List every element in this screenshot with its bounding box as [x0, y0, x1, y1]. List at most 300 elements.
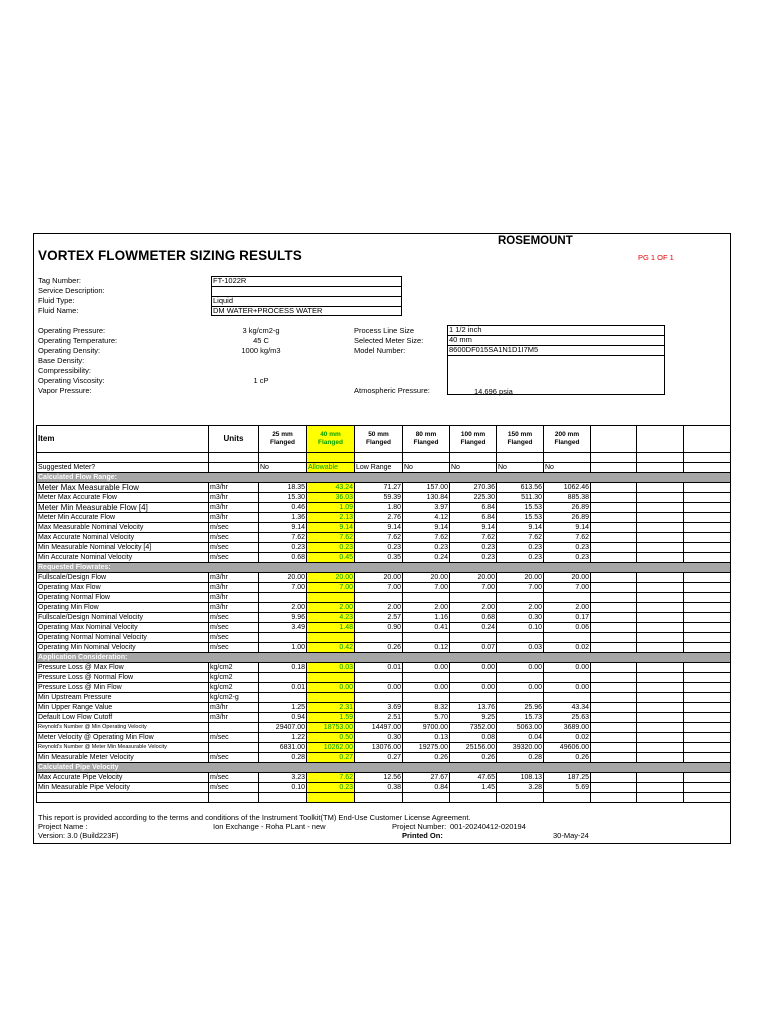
row-value: 13.76	[450, 703, 497, 713]
section-header-row	[37, 653, 731, 663]
vapor-pressure-label: Vapor Pressure:	[38, 386, 92, 395]
empty-cell	[591, 493, 637, 503]
row-value: 25.63	[544, 713, 591, 723]
row-value: 3.28	[497, 783, 544, 793]
row-value: 9.96	[259, 613, 307, 623]
row-value: 25156.00	[450, 743, 497, 753]
row-unit: m/sec	[209, 623, 259, 633]
empty-cell	[591, 783, 637, 793]
row-item-label: Fullscale/Design Nominal Velocity	[37, 613, 209, 623]
row-value: 14497.00	[355, 723, 403, 733]
table-row	[37, 703, 731, 713]
empty-cell	[684, 583, 731, 593]
row-value	[259, 593, 307, 603]
operating-viscosity-label: Operating Viscosity:	[38, 376, 105, 385]
empty-cell	[684, 573, 731, 583]
table-row	[37, 753, 731, 763]
row-value: 15.73	[497, 713, 544, 723]
table-row	[37, 723, 731, 733]
empty-cell	[591, 603, 637, 613]
row-item-label: Pressure Loss @ Min Flow	[37, 683, 209, 693]
row-value: 157.00	[403, 483, 450, 493]
empty-cell	[684, 493, 731, 503]
row-value: 0.68	[450, 613, 497, 623]
row-unit: kg/cm2	[209, 663, 259, 673]
printed-on-label: Printed On:	[402, 831, 443, 840]
suggested-meter-row	[37, 463, 731, 473]
row-value	[403, 633, 450, 643]
empty-cell	[591, 513, 637, 523]
row-value	[355, 633, 403, 643]
table-row	[37, 683, 731, 693]
row-value: 0.23	[497, 543, 544, 553]
row-value: 43.34	[544, 703, 591, 713]
row-unit: m3/hr	[209, 573, 259, 583]
suggested-value: No	[497, 463, 544, 473]
row-value: 0.50	[307, 733, 355, 743]
table-row	[37, 523, 731, 533]
suggested-meter-label: Suggested Meter?	[37, 463, 209, 473]
empty-cell	[684, 703, 731, 713]
row-value: 1.09	[307, 503, 355, 513]
row-value: 9.14	[544, 523, 591, 533]
empty-cell	[591, 503, 637, 513]
empty-cell	[637, 523, 684, 533]
project-number-value: 001-20240412-020194	[450, 822, 526, 831]
table-row	[37, 583, 731, 593]
section-header-row	[37, 563, 731, 573]
row-value: 0.23	[450, 553, 497, 563]
row-value	[355, 673, 403, 683]
empty-cell	[637, 493, 684, 503]
row-value: 1.45	[450, 783, 497, 793]
size-column-header: 40 mm Flanged	[307, 426, 355, 453]
project-number-label: Project Number:	[392, 822, 447, 831]
row-value: 885.38	[544, 493, 591, 503]
empty-cell	[637, 683, 684, 693]
table-row	[37, 733, 731, 743]
row-value: 1.48	[307, 623, 355, 633]
row-item-label: Fullscale/Design Flow	[37, 573, 209, 583]
row-value: 0.41	[403, 623, 450, 633]
row-value: 39320.00	[497, 743, 544, 753]
row-value: 2.00	[497, 603, 544, 613]
row-value: 0.84	[403, 783, 450, 793]
row-value: 2.13	[307, 513, 355, 523]
section-title: Requested Flowrates:	[37, 563, 731, 573]
row-item-label: Operating Max Nominal Velocity	[37, 623, 209, 633]
row-value: 0.23	[544, 543, 591, 553]
row-value: 7.62	[307, 773, 355, 783]
empty-cell	[637, 733, 684, 743]
empty-cell	[637, 513, 684, 523]
row-value: 25.96	[497, 703, 544, 713]
table-row	[37, 513, 731, 523]
row-value: 0.01	[355, 663, 403, 673]
row-value: 0.10	[259, 783, 307, 793]
row-value: 36.03	[307, 493, 355, 503]
section-title: Calculated Pipe Velocity	[37, 763, 731, 773]
model-number-value: 8600DF015SA1N1D1I7M5	[449, 345, 539, 354]
row-value: 7.62	[355, 533, 403, 543]
empty-cell	[637, 643, 684, 653]
row-value: 0.46	[259, 503, 307, 513]
row-value	[544, 593, 591, 603]
empty-cell	[591, 713, 637, 723]
row-value: 2.00	[450, 603, 497, 613]
table-row	[37, 533, 731, 543]
row-value: 0.23	[307, 783, 355, 793]
row-unit: m3/hr	[209, 603, 259, 613]
row-value: 18.35	[259, 483, 307, 493]
row-unit: m/sec	[209, 633, 259, 643]
row-value: 1.00	[259, 643, 307, 653]
base-density-value	[211, 356, 311, 366]
row-value: 0.00	[355, 683, 403, 693]
row-unit: m/sec	[209, 783, 259, 793]
row-value: 0.00	[307, 683, 355, 693]
empty-cell	[684, 513, 731, 523]
row-value	[497, 693, 544, 703]
empty-cell	[591, 593, 637, 603]
empty-cell	[591, 723, 637, 733]
empty-cell	[684, 683, 731, 693]
row-value: 0.03	[307, 663, 355, 673]
brand-name: ROSEMOUNT	[498, 235, 573, 247]
row-item-label: Max Accurate Nominal Velocity	[37, 533, 209, 543]
row-value: 2.00	[307, 603, 355, 613]
row-item-label: Reynold's Number @ Min Operating Velocity	[37, 723, 209, 733]
row-value: 9.25	[450, 713, 497, 723]
row-value: 0.13	[403, 733, 450, 743]
row-value: 18753.00	[307, 723, 355, 733]
row-value: 0.00	[450, 663, 497, 673]
row-unit: m/sec	[209, 533, 259, 543]
row-value: 0.00	[450, 683, 497, 693]
suggested-value: No	[450, 463, 497, 473]
empty-cell	[591, 533, 637, 543]
process-labels	[354, 326, 423, 356]
row-item-label: Operating Min Nominal Velocity	[37, 643, 209, 653]
empty-cell	[684, 663, 731, 673]
table-row	[37, 543, 731, 553]
empty-cell	[637, 503, 684, 513]
empty-cell	[637, 773, 684, 783]
license-notice: This report is provided according to the terms and conditions of the Instrument Toolkit(TM) End-Use Customer License Agreement.	[38, 813, 471, 822]
row-unit: m/sec	[209, 733, 259, 743]
operating-density-label: Operating Density:	[38, 346, 101, 355]
empty-cell	[684, 503, 731, 513]
operating-density-value: 1000 kg/m3	[241, 346, 281, 355]
blank-row	[37, 793, 731, 803]
row-value: 0.30	[355, 733, 403, 743]
empty-cell	[684, 533, 731, 543]
suggested-value: No	[403, 463, 450, 473]
row-value	[544, 633, 591, 643]
operating-temperature-label: Operating Temperature:	[38, 336, 118, 345]
empty-cell	[637, 713, 684, 723]
row-value: 7.62	[544, 533, 591, 543]
row-value: 1062.46	[544, 483, 591, 493]
empty-cell	[637, 633, 684, 643]
row-value: 15.30	[259, 493, 307, 503]
row-value: 0.24	[403, 553, 450, 563]
row-value: 0.01	[259, 683, 307, 693]
row-value: 2.57	[355, 613, 403, 623]
empty-cell	[637, 573, 684, 583]
table-row	[37, 623, 731, 633]
empty-cell	[684, 553, 731, 563]
empty-cell	[591, 543, 637, 553]
empty-column-header	[637, 426, 684, 453]
row-unit	[209, 723, 259, 733]
row-value: 7.62	[259, 533, 307, 543]
empty-cell	[684, 623, 731, 633]
empty-cell	[684, 713, 731, 723]
section-title: Application Consideration:	[37, 653, 731, 663]
empty-cell	[591, 523, 637, 533]
row-value: 7.00	[450, 583, 497, 593]
row-value: 0.27	[307, 753, 355, 763]
fluid-type-value: Liquid	[213, 296, 234, 305]
row-value: 9.14	[307, 523, 355, 533]
row-value: 4.23	[307, 613, 355, 623]
row-item-label: Operating Min Flow	[37, 603, 209, 613]
suggested-value: No	[544, 463, 591, 473]
row-value: 15.53	[497, 513, 544, 523]
row-value: 3.49	[259, 623, 307, 633]
process-line-size-value: 1 1/2 inch	[449, 325, 482, 334]
row-value: 2.00	[355, 603, 403, 613]
empty-cell	[684, 483, 731, 493]
table-row	[37, 743, 731, 753]
model-number-label: Model Number:	[354, 346, 406, 355]
row-value: 6.84	[450, 503, 497, 513]
row-unit: m/sec	[209, 543, 259, 553]
tag-number-label: Tag Number:	[38, 276, 81, 285]
row-value	[497, 673, 544, 683]
row-value: 0.23	[497, 553, 544, 563]
row-value: 7.00	[403, 583, 450, 593]
row-value	[307, 693, 355, 703]
row-value	[259, 673, 307, 683]
row-value: 0.00	[403, 663, 450, 673]
empty-cell	[637, 753, 684, 763]
row-value: 7.00	[355, 583, 403, 593]
row-value: 0.00	[497, 663, 544, 673]
empty-cell	[637, 663, 684, 673]
row-value: 1.59	[307, 713, 355, 723]
row-value: 9.14	[450, 523, 497, 533]
row-item-label: Meter Velocity @ Operating Min Flow	[37, 733, 209, 743]
empty-cell	[684, 523, 731, 533]
row-value: 49606.00	[544, 743, 591, 753]
empty-cell	[637, 673, 684, 683]
empty-cell	[637, 693, 684, 703]
table-row	[37, 773, 731, 783]
row-unit: kg/cm2	[209, 673, 259, 683]
row-value: 0.45	[307, 553, 355, 563]
row-value: 6.84	[450, 513, 497, 523]
row-value: 3.69	[355, 703, 403, 713]
row-value: 0.10	[497, 623, 544, 633]
row-value: 0.00	[544, 663, 591, 673]
row-value: 71.27	[355, 483, 403, 493]
row-item-label: Default Low Flow Cutoff	[37, 713, 209, 723]
row-value: 7.00	[544, 583, 591, 593]
row-value: 2.76	[355, 513, 403, 523]
empty-cell	[637, 543, 684, 553]
compressibility-label: Compressibility:	[38, 366, 91, 375]
row-value: 12.56	[355, 773, 403, 783]
row-item-label: Meter Min Accurate Flow	[37, 513, 209, 523]
printed-date: 30-May-24	[553, 831, 589, 840]
row-value: 7.62	[450, 533, 497, 543]
row-value: 0.94	[259, 713, 307, 723]
row-value: 0.23	[307, 543, 355, 553]
section-header-row	[37, 763, 731, 773]
table-row	[37, 713, 731, 723]
row-value: 2.31	[307, 703, 355, 713]
table-header-row	[37, 426, 731, 453]
suggested-value: No	[259, 463, 307, 473]
row-value: 20.00	[497, 573, 544, 583]
row-value	[403, 673, 450, 683]
row-value: 0.26	[355, 643, 403, 653]
empty-cell	[591, 623, 637, 633]
empty-cell	[684, 633, 731, 643]
row-item-label: Operating Max Flow	[37, 583, 209, 593]
empty-cell	[637, 703, 684, 713]
fluid-type-label: Fluid Type:	[38, 296, 75, 305]
row-value: 0.23	[355, 543, 403, 553]
row-unit: m3/hr	[209, 513, 259, 523]
size-column-header: 100 mm Flanged	[450, 426, 497, 453]
row-unit: m/sec	[209, 753, 259, 763]
row-item-label: Min Upper Range Value	[37, 703, 209, 713]
row-value: 7.00	[307, 583, 355, 593]
row-unit: m3/hr	[209, 583, 259, 593]
table-row	[37, 663, 731, 673]
empty-cell	[637, 743, 684, 753]
empty-cell	[591, 683, 637, 693]
row-item-label: Reynold's Number @ Meter Min Measurable Velocity	[37, 743, 209, 753]
operating-labels	[38, 326, 117, 396]
row-value: 1.16	[403, 613, 450, 623]
empty-cell	[684, 753, 731, 763]
empty-cell	[591, 703, 637, 713]
row-value	[450, 633, 497, 643]
size-column-header: 150 mm Flanged	[497, 426, 544, 453]
table-row	[37, 643, 731, 653]
row-value: 19275.00	[403, 743, 450, 753]
row-value: 20.00	[403, 573, 450, 583]
row-value: 7.00	[497, 583, 544, 593]
table-row	[37, 503, 731, 513]
table-row	[37, 783, 731, 793]
row-value: 43.24	[307, 483, 355, 493]
atmospheric-pressure-value: 14.696 psia	[474, 387, 513, 396]
table-row	[37, 633, 731, 643]
row-value: 0.28	[497, 753, 544, 763]
size-column-header: 50 mm Flanged	[355, 426, 403, 453]
row-unit: m3/hr	[209, 503, 259, 513]
row-value: 7.62	[307, 533, 355, 543]
row-value: 0.26	[450, 753, 497, 763]
row-value	[355, 593, 403, 603]
service-description-label: Service Description:	[38, 286, 105, 295]
row-value: 0.04	[497, 733, 544, 743]
empty-cell	[591, 773, 637, 783]
size-column-header: 25 mm Flanged	[259, 426, 307, 453]
operating-pressure-label: Operating Pressure:	[38, 326, 106, 335]
row-unit: m/sec	[209, 553, 259, 563]
empty-cell	[637, 483, 684, 493]
empty-cell	[637, 723, 684, 733]
row-value: 0.12	[403, 643, 450, 653]
empty-cell	[684, 743, 731, 753]
row-item-label: Operating Normal Nominal Velocity	[37, 633, 209, 643]
empty-cell	[684, 613, 731, 623]
row-item-label: Min Measurable Meter Velocity	[37, 753, 209, 763]
version-info: Version: 3.0 (Build223F)	[38, 831, 119, 840]
empty-cell	[684, 643, 731, 653]
row-value: 130.84	[403, 493, 450, 503]
row-value	[307, 673, 355, 683]
row-value: 29407.00	[259, 723, 307, 733]
tag-info-labels	[38, 276, 105, 316]
row-value	[450, 673, 497, 683]
row-value: 511.30	[497, 493, 544, 503]
row-item-label: Max Measurable Nominal Velocity	[37, 523, 209, 533]
selected-meter-size-value: 40 mm	[449, 335, 472, 344]
row-unit: m3/hr	[209, 493, 259, 503]
table-row	[37, 603, 731, 613]
table-row	[37, 553, 731, 563]
row-value: 0.17	[544, 613, 591, 623]
empty-cell	[637, 613, 684, 623]
table-row	[37, 573, 731, 583]
row-value: 0.00	[497, 683, 544, 693]
row-value: 0.26	[544, 753, 591, 763]
empty-cell	[684, 603, 731, 613]
empty-cell	[591, 673, 637, 683]
section-title: Calculated Flow Range:	[37, 473, 731, 483]
row-value	[450, 593, 497, 603]
empty-cell	[684, 773, 731, 783]
row-value: 0.35	[355, 553, 403, 563]
row-item-label: Meter Min Measurable Flow [4]	[37, 503, 209, 513]
row-value: 0.23	[259, 543, 307, 553]
compressibility-value	[211, 366, 311, 376]
row-value: 9700.00	[403, 723, 450, 733]
size-column-header: 200 mm Flanged	[544, 426, 591, 453]
empty-cell	[591, 643, 637, 653]
tag-number-value: FT-1022R	[213, 276, 247, 285]
row-value: 9.14	[403, 523, 450, 533]
row-unit	[209, 743, 259, 753]
table-row	[37, 613, 731, 623]
row-value	[403, 693, 450, 703]
vapor-pressure-value	[211, 386, 311, 396]
row-value: 225.30	[450, 493, 497, 503]
spacer-row	[37, 453, 731, 463]
row-value: 8.32	[403, 703, 450, 713]
empty-cell	[591, 693, 637, 703]
row-item-label: Min Upstream Pressure	[37, 693, 209, 703]
atmospheric-pressure-label: Atmospheric Pressure:	[354, 386, 430, 395]
empty-cell	[591, 633, 637, 643]
